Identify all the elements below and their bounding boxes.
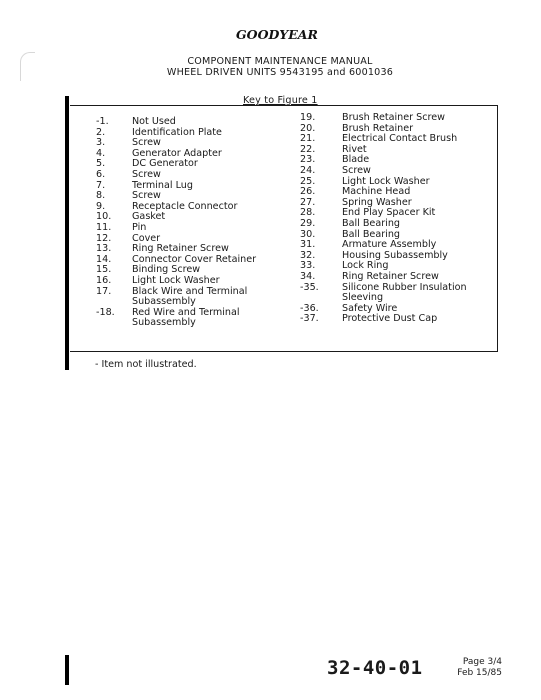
part-description: Brush Retainer [342,122,414,134]
part-number: 5. [96,158,106,170]
part-number: 34. [300,270,316,282]
part-number: 12. [96,232,112,244]
part-number: -36. [300,302,319,314]
part-description: Cover [132,232,161,244]
part-description: Generator Adapter [132,147,222,159]
part-number: 11. [96,221,112,233]
part-description: Subassembly [132,317,196,329]
part-description: Blade [342,154,370,166]
key-title: Key to Figure 1 [243,95,318,106]
footnote: - Item not illustrated. [95,359,197,370]
part-description: Armature Assembly [342,239,437,251]
part-row [90,128,282,139]
part-row [300,155,482,166]
part-description: Screw [132,137,161,149]
part-row [300,219,482,230]
part-description: Connector Cover Retainer [132,253,257,265]
part-description: Light Lock Washer [132,274,220,286]
part-row [300,134,482,145]
part-number: 9. [96,200,106,212]
part-description: Rivet [342,143,367,155]
part-number: 6. [96,168,106,180]
part-description: Gasket [132,211,166,223]
part-number [90,318,132,329]
part-row [300,251,482,262]
part-description: Screw [132,168,161,180]
change-bar [65,96,69,370]
part-number: 3. [96,137,106,149]
part-number: 27. [300,196,316,208]
page-number: Page 3/4 [462,657,502,667]
part-description: Subassembly [132,296,196,308]
part-number: 15. [96,264,112,276]
part-description: Not Used [132,116,176,127]
part-row [90,223,282,234]
doc-number: 32-40-01 [327,657,423,679]
part-row [90,170,282,181]
part-number: 24. [300,164,316,176]
part-number: 20. [300,122,316,134]
part-number: 19. [300,112,316,123]
change-bar-footer [65,655,69,685]
part-number: 33. [300,260,316,272]
part-number: 17. [96,285,112,297]
part-row [300,283,482,294]
part-row [300,166,482,177]
manual-title: COMPONENT MAINTENANCE MANUAL [187,56,373,67]
part-row [90,276,282,287]
part-number: 29. [300,217,316,229]
part-description: DC Generator [132,158,198,170]
part-number: 10. [96,211,112,223]
part-description: Identification Plate [132,126,222,138]
part-number: 4. [96,147,106,159]
part-description: Ball Bearing [342,217,400,229]
part-number: 14. [96,253,112,265]
part-number: 8. [96,190,106,202]
part-description: Receptacle Connector [132,200,238,212]
part-description: Brush Retainer Screw [342,112,446,123]
part-number: 32. [300,249,316,261]
part-description: Ring Retainer Screw [132,243,229,255]
parts-list-right [300,113,482,325]
part-number: 31. [300,239,316,251]
part-description: Red Wire and Terminal [132,306,240,318]
part-number: 28. [300,207,316,219]
part-description: Lock Ring [342,260,389,272]
part-row [90,159,282,170]
part-description: Spring Washer [342,196,412,208]
part-description: Binding Screw [132,264,201,276]
manual-units: WHEEL DRIVEN UNITS 9543195 and 6001036 [166,67,394,78]
part-description: Screw [342,164,371,176]
part-description: Pin [132,221,147,233]
part-description: Electrical Contact Brush [342,133,458,145]
part-row [300,272,482,283]
part-row [300,314,482,325]
part-number: 25. [300,175,316,187]
parts-list-left [90,117,282,329]
part-description: End Play Spacer Kit [342,207,436,219]
part-description: Protective Dust Cap [342,313,438,325]
goodyear-logo [236,26,331,42]
part-row [300,145,482,156]
part-number: -18. [96,306,115,318]
part-description: Light Lock Washer [342,175,430,187]
part-number: 13. [96,243,112,255]
part-number: 7. [96,179,106,191]
part-description: Screw [132,190,161,202]
part-number: -1. [96,116,109,127]
page-info [450,657,502,678]
part-description: Terminal Lug [132,179,193,191]
scan-artifact [20,52,35,81]
part-row [90,212,282,223]
part-row [90,318,282,329]
part-number: -37. [300,313,319,325]
part-description: Safety Wire [342,302,398,314]
part-description: Housing Subassembly [342,249,448,261]
part-number: 21. [300,133,316,145]
part-row [90,117,282,128]
part-description: Ball Bearing [342,228,400,240]
part-number: 30. [300,228,316,240]
part-number: 2. [96,126,106,138]
goodyear-logo-text: GOODYEAR [236,27,318,42]
page-date: Feb 15/85 [457,667,502,678]
part-number: -35. [300,281,319,293]
part-number: 26. [300,186,316,198]
part-row [90,202,282,213]
part-row [90,181,282,192]
part-number: 22. [300,143,316,155]
part-description: Silicone Rubber Insulation [342,281,467,293]
part-description: Machine Head [342,186,411,198]
part-row [300,113,482,124]
part-description: Ring Retainer Screw [342,270,439,282]
part-description: Black Wire and Terminal [132,285,248,297]
part-description: Sleeving [342,292,384,304]
part-number: 23. [300,154,316,166]
part-number: 16. [96,274,112,286]
